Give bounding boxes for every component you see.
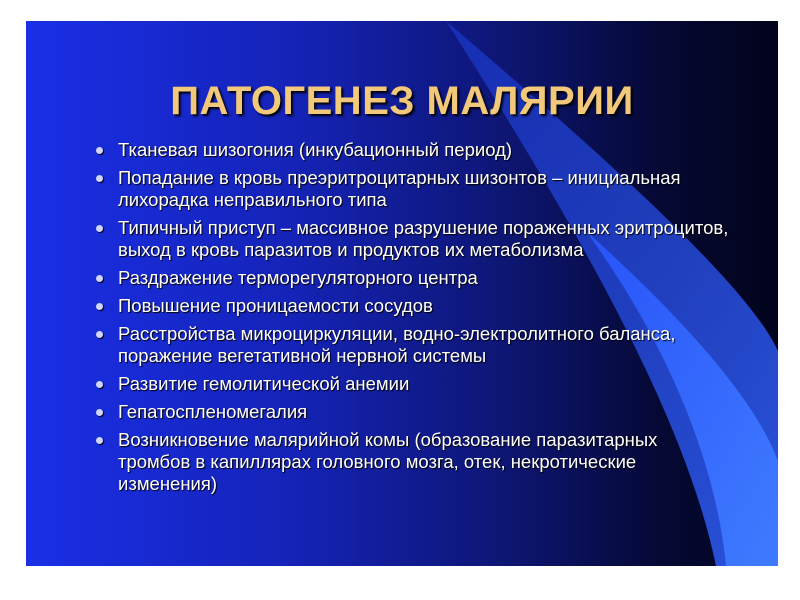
bullet-item xyxy=(94,429,734,495)
bullet-text: Расстройства микроциркуляции, водно-электролитного баланса, поражение вегетативной нервной системы xyxy=(118,323,676,366)
bullet-dot-icon xyxy=(96,303,103,310)
bullet-text: Повышение проницаемости сосудов xyxy=(118,295,433,316)
bullet-dot-icon xyxy=(96,409,103,416)
bullet-item xyxy=(94,323,734,367)
bullet-dot-icon xyxy=(96,275,103,282)
bullet-dot-icon xyxy=(96,175,103,182)
bullet-item xyxy=(94,267,734,289)
bullet-dot-icon xyxy=(96,381,103,388)
bullet-text: Тканевая шизогония (инкубационный период) xyxy=(118,139,513,160)
bullet-item xyxy=(94,373,734,395)
bullet-item xyxy=(94,401,734,423)
slide-title: ПАТОГЕНЕЗ МАЛЯРИИ xyxy=(170,79,634,123)
bullet-text: Попадание в кровь преэритроцитарных шизонтов – инициальная лихорадка неправильного типа xyxy=(118,167,681,210)
bullet-item xyxy=(94,167,734,211)
bullet-text: Гепатоспленомегалия xyxy=(118,401,308,422)
bullet-text: Возникновение малярийной комы (образование паразитарных тромбов в капиллярах головного мозга, отек, некротические изменения) xyxy=(118,429,658,494)
bullet-item xyxy=(94,217,734,261)
bullet-list xyxy=(94,139,734,501)
bullet-text: Развитие гемолитической анемии xyxy=(118,373,410,394)
bullet-dot-icon xyxy=(96,437,103,444)
bullet-item xyxy=(94,295,734,317)
bullet-dot-icon xyxy=(96,331,103,338)
bullet-dot-icon xyxy=(96,225,103,232)
bullet-dot-icon xyxy=(96,147,103,154)
bullet-item xyxy=(94,139,734,161)
bullet-text: Раздражение терморегуляторного центра xyxy=(118,267,478,288)
slide xyxy=(26,21,778,566)
bullet-text: Типичный приступ – массивное разрушение пораженных эритроцитов, выход в кровь паразитов и продуктов их метаболизма xyxy=(118,217,729,260)
